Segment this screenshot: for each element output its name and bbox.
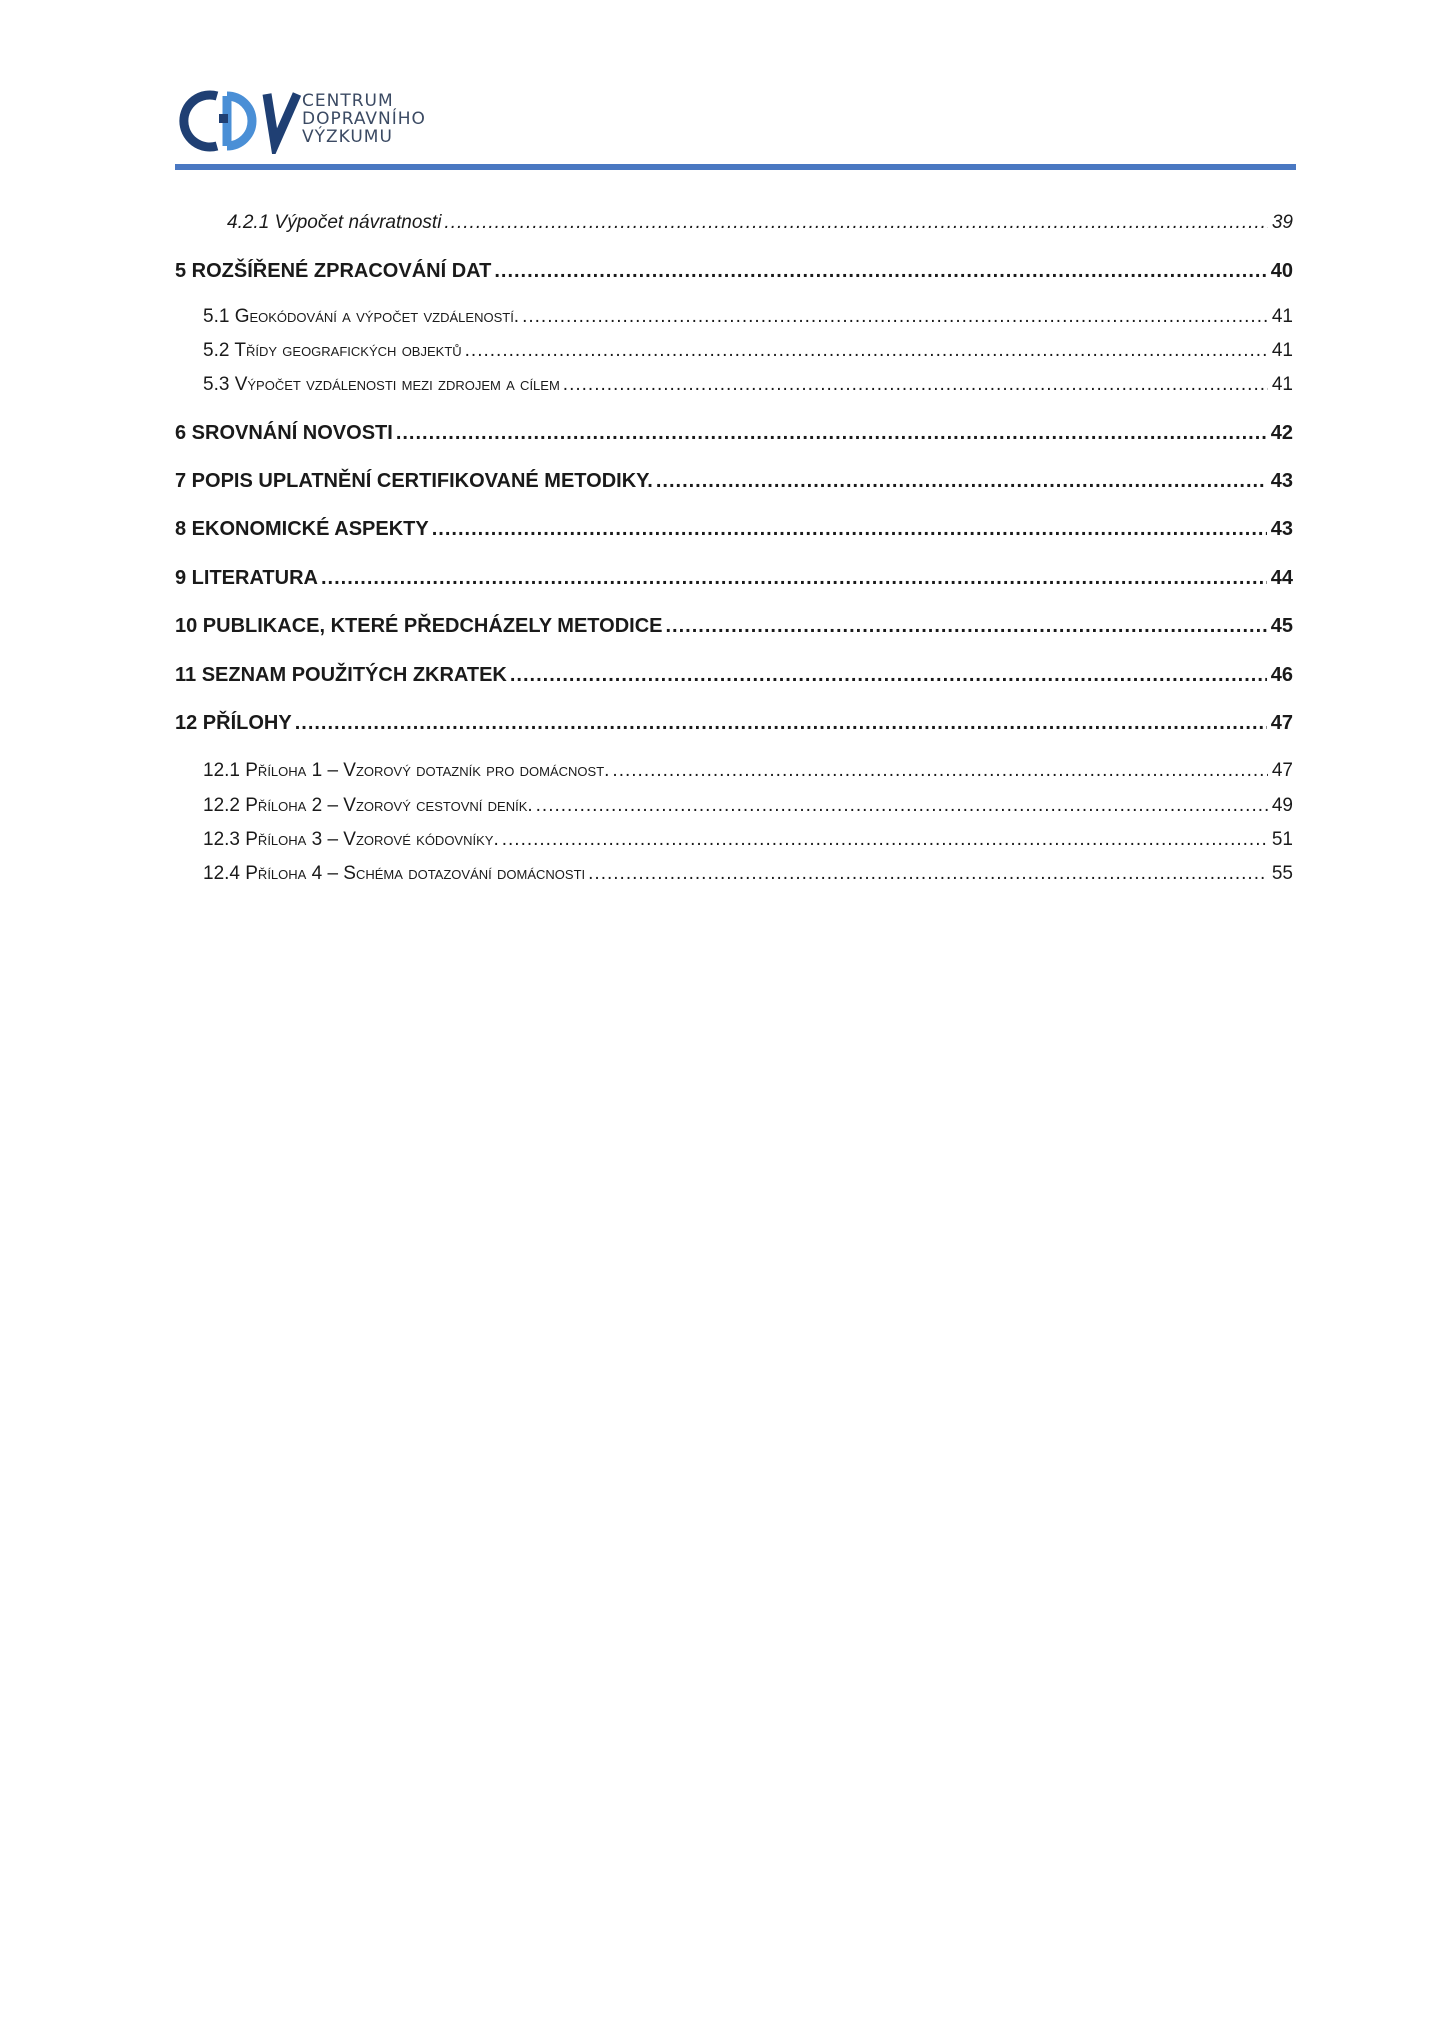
toc-entry-label: 5.2 Třídy geografických objektů	[203, 340, 462, 361]
toc-entry-label: 6 SROVNÁNÍ NOVOSTI	[175, 422, 393, 444]
toc-entry-page: 49	[1271, 795, 1293, 816]
toc-entry-page: 39	[1271, 212, 1293, 233]
toc-entry-label: 5.3 Výpočet vzdálenosti mezi zdrojem a cílem	[203, 374, 560, 395]
toc-entry-label: 11 SEZNAM POUŽITÝCH ZKRATEK	[175, 664, 507, 686]
toc-entry[interactable]	[175, 518, 1293, 541]
toc-entry[interactable]	[175, 829, 1293, 851]
toc-entry-page: 41	[1271, 306, 1293, 327]
toc-entry-page: 42	[1270, 422, 1293, 444]
toc-entry-page: 41	[1271, 340, 1293, 361]
dot-leader	[522, 306, 1268, 328]
header-rule	[175, 164, 1296, 170]
toc-entry-page: 46	[1270, 664, 1293, 686]
toc-entry-page: 41	[1271, 374, 1293, 395]
toc-entry-page: 47	[1271, 760, 1293, 781]
toc-entry-label: 12.4 Příloha 4 – Schéma dotazování domácnosti	[203, 863, 586, 884]
toc-entry-label: 10 PUBLIKACE, KTERÉ PŘEDCHÁZELY METODICE	[175, 615, 663, 637]
toc-entry[interactable]	[175, 615, 1293, 638]
dot-leader	[444, 212, 1267, 234]
dot-leader	[295, 712, 1267, 735]
toc-entry-page: 40	[1270, 260, 1293, 282]
dot-leader	[321, 567, 1267, 590]
toc-entry-label: 9 LITERATURA	[175, 567, 318, 589]
toc-entry-label: 8 EKONOMICKÉ ASPEKTY	[175, 518, 429, 540]
toc-entry-page: 55	[1271, 863, 1293, 884]
cdv-logo	[175, 88, 305, 154]
page-header	[175, 88, 1295, 168]
toc-entry[interactable]	[175, 212, 1293, 234]
toc-entry-page: 43	[1270, 470, 1293, 492]
toc-entry[interactable]	[175, 340, 1293, 362]
toc-entry[interactable]	[175, 664, 1293, 687]
toc-entry-page: 44	[1270, 567, 1293, 589]
toc-entry[interactable]	[175, 374, 1293, 396]
dot-leader	[656, 470, 1267, 493]
toc-entry[interactable]	[175, 422, 1293, 445]
dot-leader	[588, 863, 1268, 885]
toc-entry[interactable]	[175, 306, 1293, 328]
toc-entry[interactable]	[175, 260, 1293, 283]
logo-line-1: CENTRUM	[302, 91, 394, 111]
toc-entry-page: 47	[1270, 712, 1293, 734]
toc-entry-label: 5.1 Geokódování a výpočet vzdáleností.	[203, 306, 520, 327]
toc-entry[interactable]	[175, 795, 1293, 817]
toc-entry[interactable]	[175, 567, 1293, 590]
toc-entry-label: 4.2.1 Výpočet návratnosti	[227, 212, 442, 233]
toc-entry-label: 12.2 Příloha 2 – Vzorový cestovní deník.	[203, 795, 533, 816]
dot-leader	[563, 374, 1268, 396]
logo-line-2: DOPRAVNÍHO	[302, 109, 426, 129]
toc-entry-label: 12 PŘÍLOHY	[175, 712, 292, 734]
dot-leader	[666, 615, 1267, 638]
toc-entry-label: 12.1 Příloha 1 – Vzorový dotazník pro domácnost.	[203, 760, 610, 781]
dot-leader	[502, 829, 1268, 851]
dot-leader	[396, 422, 1267, 445]
toc-entry-label: 7 POPIS UPLATNĚNÍ CERTIFIKOVANÉ METODIKY.	[175, 470, 653, 492]
toc-entry[interactable]	[175, 863, 1293, 885]
dot-leader	[494, 260, 1266, 283]
dot-leader	[465, 340, 1268, 362]
dot-leader	[432, 518, 1267, 541]
toc-entry-page: 45	[1270, 615, 1293, 637]
dot-leader	[510, 664, 1267, 687]
toc-entry-label: 12.3 Příloha 3 – Vzorové kódovníky.	[203, 829, 499, 850]
toc-entry-label: 5 ROZŠÍŘENÉ ZPRACOVÁNÍ DAT	[175, 260, 492, 282]
logo-line-3: VÝZKUMU	[302, 127, 393, 147]
toc-entry[interactable]	[175, 470, 1293, 493]
toc-entry[interactable]	[175, 760, 1293, 782]
dot-leader	[536, 795, 1268, 817]
toc-entry[interactable]	[175, 712, 1293, 735]
toc-entry-page: 43	[1270, 518, 1293, 540]
dot-leader	[612, 760, 1267, 782]
toc-entry-page: 51	[1271, 829, 1293, 850]
logo-wordmark	[302, 92, 426, 146]
